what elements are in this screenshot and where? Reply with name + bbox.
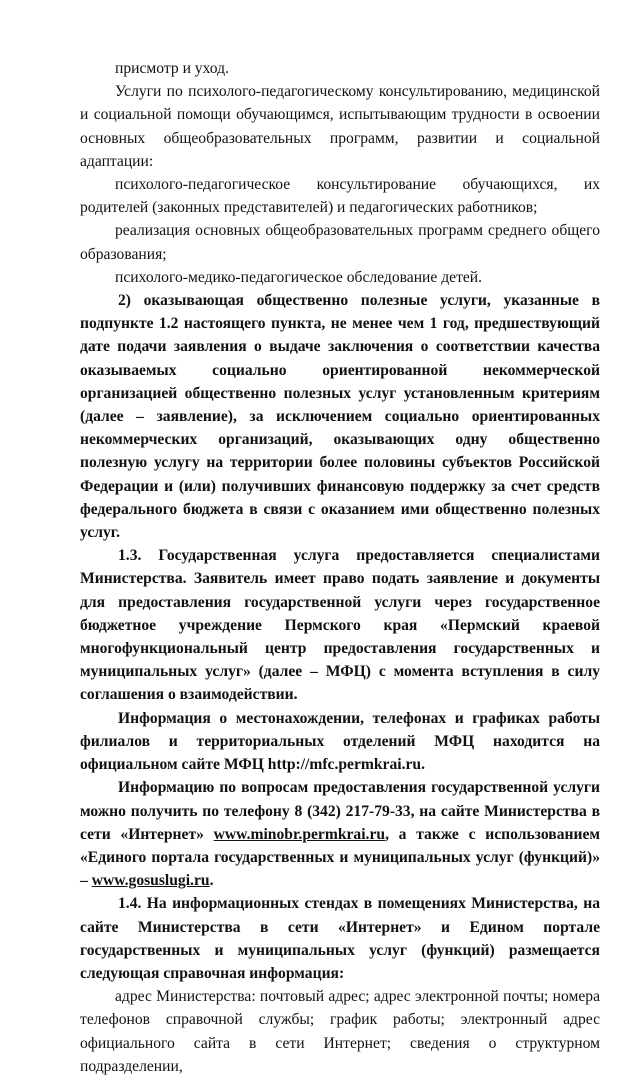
paragraph-9-text-a: Информацию по вопросам предоставления государственной услуги можно получить по телефону 8 (342) 217-79-33, на сайте Министерства в сети «Интернет» <box>80 779 600 843</box>
paragraph-4: реализация основных общеобразовательных программ среднего общего образования; <box>80 222 600 263</box>
paragraph-11: адрес Министерства: почтовый адрес; адрес электронной почты; номера телефонов справочной службы; график работы; электронный адрес официального сайта в сети Интернет; сведения о структурном подразделении, <box>80 988 600 1075</box>
paragraph-2: Услуги по психолого-педагогическому консультированию, медицинской и социальной помощи обучающимся, испытывающим трудности в освоении основных общеобразовательных программ, развитии и социальной адаптации: <box>80 83 600 170</box>
document-body <box>80 57 600 1078</box>
gosuslugi-link[interactable]: www.gosuslugi.ru <box>91 872 210 890</box>
paragraph-8: Информация о местонахождении, телефонах и графиках работы филиалов и территориальных отделений МФЦ находится на официальном сайте МФЦ http://mfc.permkrai.ru. <box>80 709 600 774</box>
ministry-website-link[interactable]: www.minobr.permkrai.ru <box>213 825 386 843</box>
paragraph-7: 1.3. Государственная услуга предоставляется специалистами Министерства. Заявитель имеет право подать заявление и документы для предоставления государственной услуги через государственное бюджетное учреждение Пермского края «Пермский краевой многофункциональный центр предоставления государственных и муниципальных услуг» (далее – МФЦ) с момента вступления в силу соглашения о взаимодействии. <box>80 547 600 704</box>
paragraph-10: 1.4. На информационных стендах в помещениях Министерства, на сайте Министерства в сети «Интернет» и Едином портале государственных и муниципальных услуг (функций) размещается следующая справочная информация: <box>80 895 600 982</box>
paragraph-9 <box>80 776 600 892</box>
paragraph-3: психолого-педагогическое консультирование обучающихся, их родителей (законных представителей) и педагогических работников; <box>80 176 600 217</box>
paragraph-1: присмотр и уход. <box>115 60 229 77</box>
paragraph-5: психолого-медико-педагогическое обследование детей. <box>115 268 483 286</box>
paragraph-6: 2) оказывающая общественно полезные услуги, указанные в подпункте 1.2 настоящего пункта, не менее чем 1 год, предшествующий дате подачи заявления о выдаче заключения о соответствии качества оказываемых социально ориентированной некоммерческой организацией общественно полезных услуг установленным критериям (далее – заявление), за исключением социально ориентированных некоммерческих организаций, оказывающих одну общественно полезную услугу на территории более половины субъектов Российской Федерации и (или) получивших финансовую поддержку за счет средств федерального бюджета в связи с оказанием ими общественно полезных услуг. <box>80 292 600 542</box>
paragraph-9-text-b: , а также с использованием «Единого портала государственных и муниципальных услуг (функций)» – <box>80 825 600 890</box>
paragraph-9-text-c: . <box>209 872 214 890</box>
